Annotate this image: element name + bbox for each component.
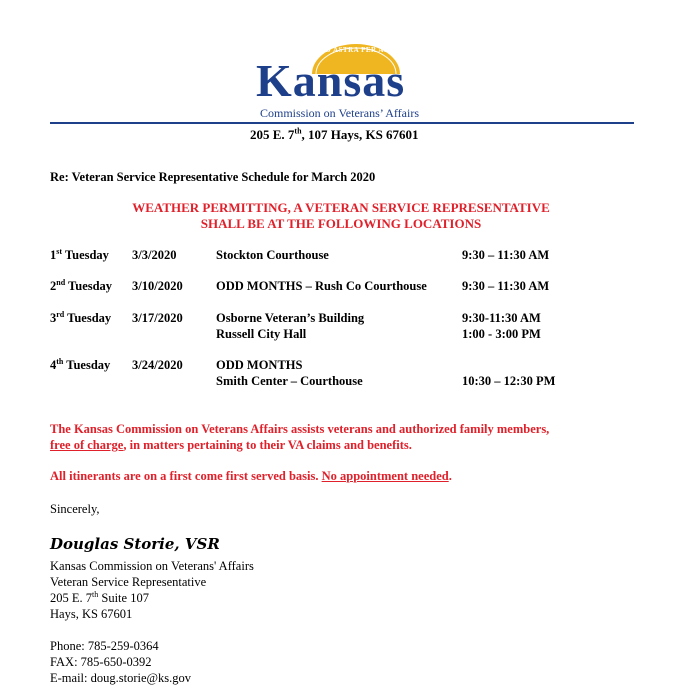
header-rule — [50, 122, 634, 124]
header-address: 205 E. 7th, 107 Hays, KS 67601 — [250, 126, 419, 142]
re-line: Re: Veteran Service Representative Schedule for March 2020 — [50, 170, 376, 184]
schedule-date: 3/17/2020 — [132, 311, 183, 325]
schedule-time: 9:30-11:30 AM — [462, 311, 541, 325]
closing: Sincerely, — [50, 502, 100, 516]
schedule-location: Osborne Veteran’s Building — [216, 311, 365, 325]
signer-city: Hays, KS 67601 — [50, 607, 133, 621]
signer-title: Veteran Service Representative — [50, 575, 207, 589]
schedule-date: 3/10/2020 — [132, 279, 183, 293]
schedule-time: 9:30 – 11:30 AM — [462, 248, 550, 262]
logo-subtitle: Commission on Veterans’ Affairs — [260, 106, 419, 120]
signer-org: Kansas Commission on Veterans' Affairs — [50, 559, 254, 573]
schedule-location: ODD MONTHS — [216, 358, 303, 372]
logo-wordmark: Kansas — [256, 55, 406, 106]
alert-line-1: WEATHER PERMITTING, A VETERAN SERVICE REPRESENTATIVE — [132, 200, 550, 215]
schedule-day: 3rd Tuesday — [50, 309, 112, 325]
schedule-location: Russell City Hall — [216, 327, 307, 341]
signer-phone: Phone: 785-259-0364 — [50, 639, 159, 653]
kansas-logo — [250, 36, 440, 122]
schedule-date: 3/24/2020 — [132, 358, 183, 372]
signature: Douglas Storie, VSR — [50, 535, 220, 553]
schedule-day: 1st Tuesday — [50, 246, 109, 262]
signer-address: 205 E. 7th Suite 107 — [50, 589, 149, 605]
schedule-day: 2nd Tuesday — [50, 277, 113, 293]
signer-fax: FAX: 785-650-0392 — [50, 655, 152, 669]
signer-email[interactable]: E-mail: doug.storie@ks.gov — [50, 671, 192, 685]
notice-line-1: The Kansas Commission on Veterans Affairs assists veterans and authorized family members, — [50, 422, 550, 436]
itinerant-note: All itinerants are on a first come first served basis. No appointment needed. — [50, 469, 452, 483]
state-motto: AD ASTRA PER ASPERA — [320, 46, 410, 54]
schedule-location: Smith Center – Courthouse — [216, 374, 363, 388]
notice-line-2: free of charge, in matters pertaining to their VA claims and benefits. — [50, 438, 412, 452]
schedule-time: 10:30 – 12:30 PM — [462, 374, 556, 388]
schedule-day: 4th Tuesday — [50, 356, 111, 372]
schedule-location: ODD MONTHS – Rush Co Courthouse — [216, 279, 427, 293]
schedule-time: 9:30 – 11:30 AM — [462, 279, 550, 293]
alert-line-2: SHALL BE AT THE FOLLOWING LOCATIONS — [200, 216, 482, 231]
schedule-time: 1:00 - 3:00 PM — [462, 327, 541, 341]
schedule-date: 3/3/2020 — [132, 248, 177, 262]
schedule-location: Stockton Courthouse — [216, 248, 329, 262]
